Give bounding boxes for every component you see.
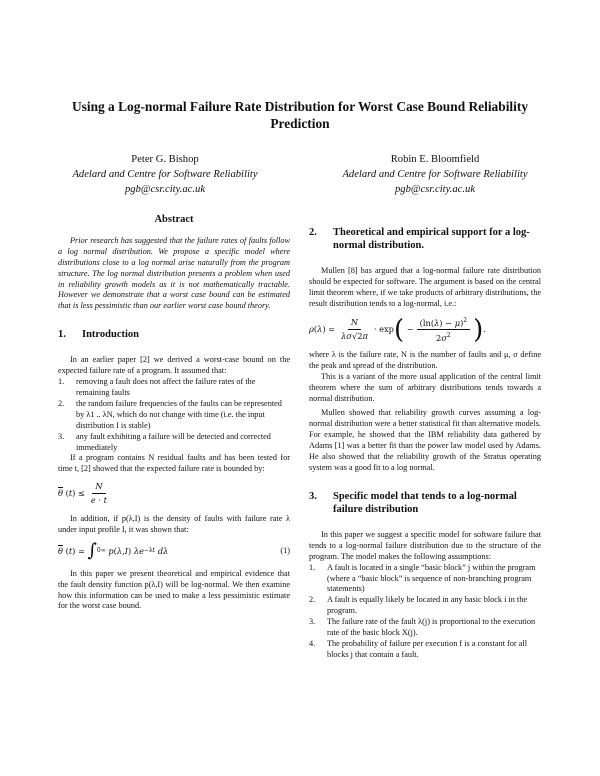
list-item: 4. The probability of failure per execution f is a constant for all blocks j that contain a fault. xyxy=(309,638,527,659)
paper-title: Using a Log-normal Failure Rate Distribution for Worst Case Bound Reliability Prediction xyxy=(71,99,529,131)
section-number: 3. xyxy=(309,490,317,502)
section-number: 1. xyxy=(58,329,66,341)
equation-1: $\overline{\theta}$ ( t ) = ∫ 0 ∞ p ( λ , I ) λe −λt dλ (1) xyxy=(58,539,290,561)
paragraph: If a program contains N residual faults and has been tested for time t, [2] showed that the expected failure rate is bounded by: xyxy=(58,453,290,474)
author-email: pgb@csr.city.ac.uk xyxy=(124,184,206,195)
author-name: Robin E. Bloomfield xyxy=(390,154,480,165)
paragraph: This is a variant of the more usual application of the central limit theorem where the sum of arbitrary distributions tends towards a normal distribution. xyxy=(309,371,541,403)
list-item: 1. removing a fault does not affect the failure rates of the remaining faults xyxy=(58,377,256,397)
list-item: 2. the random failure frequencies of the faults can be represented by λ1 .. λN, which do not change with time (i.e. the input distribution I is stable) xyxy=(58,398,282,430)
section-number: 2. xyxy=(309,227,317,238)
abstract-heading: Abstract xyxy=(154,214,194,225)
left-column xyxy=(58,215,290,612)
list-item: 2. A fault is equally likely be located in any basic block i in the program. xyxy=(309,595,528,616)
author-block-1 xyxy=(30,152,300,197)
section-2-heading xyxy=(309,226,541,252)
assumption-list xyxy=(58,377,290,453)
list-item: 3. any fault exhibiting a failure will be detected and corrected immediately xyxy=(58,431,271,452)
list-item: 3. The failure rate of the fault λ(j) is proportional to the execution rate of the basic block X(j). xyxy=(309,617,536,638)
author-email: pgb@csr.city.ac.uk xyxy=(394,184,476,195)
author-affiliation: Adelard and Centre for Software Reliability xyxy=(72,169,258,180)
paragraph: In this paper we present theoretical and empirical evidence that the fault density function p(λ,I) will be log-normal. We then examine how this information can be used to make a less pessimistic estimate for the worst case bound. xyxy=(58,568,290,611)
section-title: Introduction xyxy=(82,329,139,341)
list-item: 1. A fault is located in a single “basic block” j within the program (where a “basic block” is sequence of non-branching program statements) xyxy=(309,562,536,594)
paragraph: where λ is the failure rate, N is the number of faults and μ, σ define the peak and spread of the distribution. xyxy=(309,349,541,370)
equation-number: (1) xyxy=(280,545,290,555)
section-title: Theoretical and empirical support for a log-normal distribution. xyxy=(333,227,530,251)
paragraph: In addition, if p(λ,I) is the density of faults with failure rate λ under input profile I, it was shown that: xyxy=(58,514,290,534)
model-assumption-list xyxy=(309,563,541,661)
author-name: Peter G. Bishop xyxy=(131,154,199,165)
section-1-heading xyxy=(58,328,290,341)
paragraph: Mullen showed that reliability growth curves assuming a log-normal distribution were a better statistical fit than alternative models. For example, he showed that the IBM reliability data gathered by Adams [1] was a better fit than the power law model used by Adams. He also showed that the reliability growth of the Stratus operating system was a good fit to a log normal. xyxy=(309,408,541,472)
paragraph: Mullen [8] has argued that a log-normal failure rate distribution should be expected for software. The argument is based on the central limit theorem where, if we take products of arbitrary distributions, the result distribution tends to a log-normal, i.e.: xyxy=(309,266,541,308)
author-affiliation: Adelard and Centre for Software Reliability xyxy=(342,169,528,180)
equation-bound: $\overline{\theta}$ ( t ) ≤ $\frac{N}{e \cdot t}$ xyxy=(58,481,107,506)
author-block-2 xyxy=(300,152,570,197)
right-column xyxy=(309,226,541,661)
section-title: Specific model that tends to a log-normal failure distribution xyxy=(333,490,517,515)
equation-lognormal: ρ ( λ ) = $\frac{N}{\lambda\sigma√2\pi}$ · exp ( − $\frac{(\ln(\lambda) - \mu)^2}{2\sigma^2}$ ) . xyxy=(309,314,486,345)
paragraph: In an earlier paper [2] we derived a worst-case bound on the expected failure rate of a program. It assumed that: xyxy=(58,355,290,376)
paragraph: In this paper we suggest a specific model for software failure that tends to a log-normal failure distribution due to the structure of the program. The model makes the following assumptions: xyxy=(309,529,541,561)
abstract-text: Prior research has suggested that the failure rates of faults follow a log normal distribution. We propose a specific model where distributions close to a log normal arise naturally from the program structure. The log normal distribution presents a problem when used in reliability growth models as it is not mathematically tractable. However we demonstrate that a worst case bound can be estimated that is less pessimistic than our earlier worst case bound theory. xyxy=(58,235,290,311)
section-3-heading xyxy=(309,490,541,516)
